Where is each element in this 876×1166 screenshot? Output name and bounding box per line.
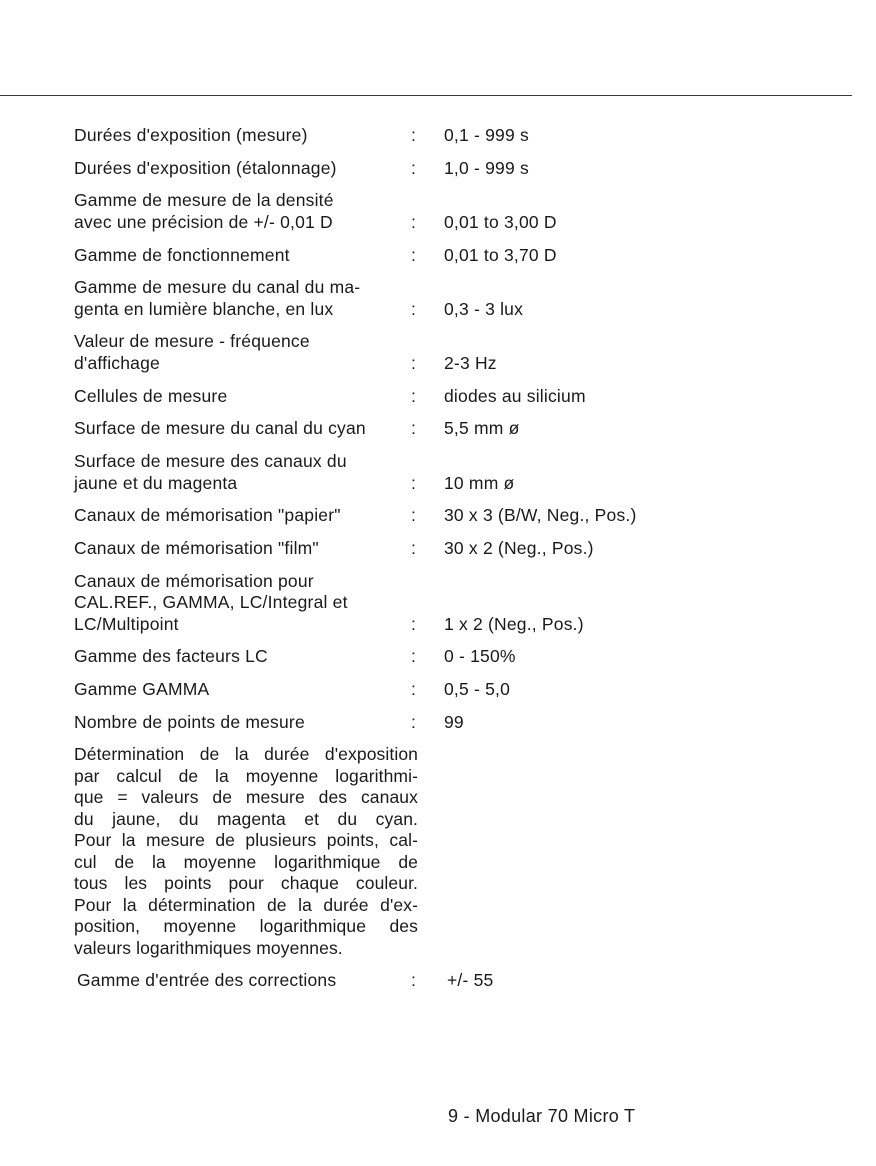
spec-row <box>74 451 714 494</box>
spec-row <box>74 679 714 701</box>
spec-row <box>74 571 714 636</box>
spec-label <box>74 571 419 636</box>
spec-label <box>74 712 419 734</box>
spec-separator: : <box>411 472 416 493</box>
spec-label-line: Durées d'exposition (mesure) <box>74 125 308 145</box>
spec-separator: : <box>411 711 416 732</box>
spec-label-line: genta en lumière blanche, en lux <box>74 298 334 319</box>
spec-row <box>74 277 714 320</box>
spec-value: 30 x 3 (B/W, Neg., Pos.) <box>444 505 637 526</box>
spec-row <box>74 418 714 440</box>
spec-value: +/- 55 <box>447 970 494 991</box>
spec-separator: : <box>411 211 416 232</box>
spec-value: 1,0 - 999 s <box>444 157 529 178</box>
spec-separator: : <box>411 352 416 373</box>
spec-value: 10 mm ø <box>444 472 515 493</box>
spec-value: 0,1 - 999 s <box>444 125 529 145</box>
spec-label-line: CAL.REF., GAMMA, LC/Integral et <box>74 592 348 613</box>
spec-label-line: Cellules de mesure <box>74 385 228 406</box>
spec-label-line: d'affichage <box>74 352 160 373</box>
spec-separator: : <box>411 613 416 634</box>
spec-label <box>74 190 419 233</box>
spec-separator: : <box>411 678 416 699</box>
spec-row <box>74 125 714 147</box>
spec-row <box>74 245 714 267</box>
spec-label-line: Gamme de fonctionnement <box>74 244 290 265</box>
spec-label-line: LC/Multipoint <box>74 613 179 634</box>
spec-separator: : <box>411 537 416 558</box>
spec-separator: : <box>411 298 416 319</box>
spec-row <box>74 646 714 668</box>
spec-value: 0,5 - 5,0 <box>444 678 511 699</box>
spec-value: 0,01 to 3,00 D <box>444 211 557 232</box>
spec-separator: : <box>411 646 416 667</box>
paragraph-line: cul de la moyenne logarithmique de <box>74 851 418 872</box>
spec-label-line: Durées d'exposition (étalonnage) <box>74 157 337 178</box>
paragraph-line: tous les points pour chaque couleur. <box>74 873 418 894</box>
spec-label-line: jaune et du magenta <box>74 472 238 493</box>
spec-label-line: Gamme de mesure du canal du ma- <box>74 277 361 298</box>
paragraph-line: du jaune, du magenta et du cyan. <box>74 808 418 829</box>
paragraph-line: Pour la détermination de la durée d'ex- <box>74 894 418 915</box>
spec-separator: : <box>411 505 416 526</box>
spec-separator: : <box>411 385 416 406</box>
paragraph-line: valeurs logarithmiques moyennes. <box>74 937 343 958</box>
spec-row <box>74 505 714 527</box>
paragraph-line: par calcul de la moyenne logarithmi- <box>74 765 418 786</box>
spec-value: 30 x 2 (Neg., Pos.) <box>444 537 594 558</box>
spec-label-line: Gamme de mesure de la densité <box>74 190 334 211</box>
spec-label-line: Nombre de points de mesure <box>74 711 305 732</box>
spec-label <box>74 386 419 408</box>
spec-row <box>74 158 714 180</box>
spec-label <box>74 418 419 440</box>
spec-label <box>74 505 419 527</box>
spec-separator: : <box>411 244 416 265</box>
spec-value: diodes au silicium <box>444 385 586 406</box>
paragraph-line: Détermination de la durée d'exposition <box>74 744 418 765</box>
spec-label <box>74 277 419 320</box>
spec-label-line: avec une précision de +/- 0,01 D <box>74 211 333 232</box>
paragraph-line: que = valeurs de mesure des canaux <box>74 787 418 808</box>
spec-value: 0,3 - 3 lux <box>444 298 524 319</box>
spec-row <box>74 386 714 408</box>
spec-row <box>74 712 714 734</box>
spec-label-line: Valeur de mesure - fréquence <box>74 331 310 352</box>
spec-value: 0,01 to 3,70 D <box>444 244 557 265</box>
spec-label <box>74 158 419 180</box>
spec-label <box>74 331 419 374</box>
spec-separator: : <box>411 125 416 145</box>
spec-label-line: Gamme des facteurs LC <box>74 646 268 667</box>
spec-list <box>74 125 714 1003</box>
spec-row <box>74 538 714 560</box>
spec-label-line: Surface de mesure des canaux du <box>74 451 347 471</box>
spec-label <box>74 125 419 147</box>
spec-label-line: Canaux de mémorisation "papier" <box>74 505 341 526</box>
spec-label-line: Canaux de mémorisation "film" <box>74 537 319 558</box>
spec-separator: : <box>411 970 416 991</box>
spec-label <box>74 451 419 494</box>
spec-label-line: Canaux de mémorisation pour <box>74 570 314 591</box>
spec-label-line: Surface de mesure du canal du cyan <box>74 418 366 439</box>
top-rule <box>0 95 852 96</box>
spec-row <box>74 970 714 992</box>
spec-separator: : <box>411 418 416 439</box>
spec-value: 2-3 Hz <box>444 352 497 373</box>
spec-label: Gamme d'entrée des corrections <box>77 970 337 991</box>
spec-label-line: Gamme GAMMA <box>74 678 210 699</box>
paragraph-line: position, moyenne logarithmique des <box>74 916 418 937</box>
spec-row <box>74 190 714 233</box>
spec-value: 1 x 2 (Neg., Pos.) <box>444 613 584 634</box>
spec-value: 5,5 mm ø <box>444 418 520 439</box>
paragraph-line: Pour la mesure de plusieurs points, cal- <box>74 830 418 851</box>
page-footer: 9 - Modular 70 Micro T <box>448 1106 636 1126</box>
spec-separator: : <box>411 157 416 178</box>
spec-label <box>74 679 419 701</box>
spec-row <box>74 331 714 374</box>
spec-label <box>74 538 419 560</box>
spec-value: 0 - 150% <box>444 646 516 667</box>
spec-value: 99 <box>444 711 464 732</box>
spec-label <box>74 245 419 267</box>
exposure-calculation-paragraph <box>74 744 418 959</box>
spec-label <box>74 646 419 668</box>
